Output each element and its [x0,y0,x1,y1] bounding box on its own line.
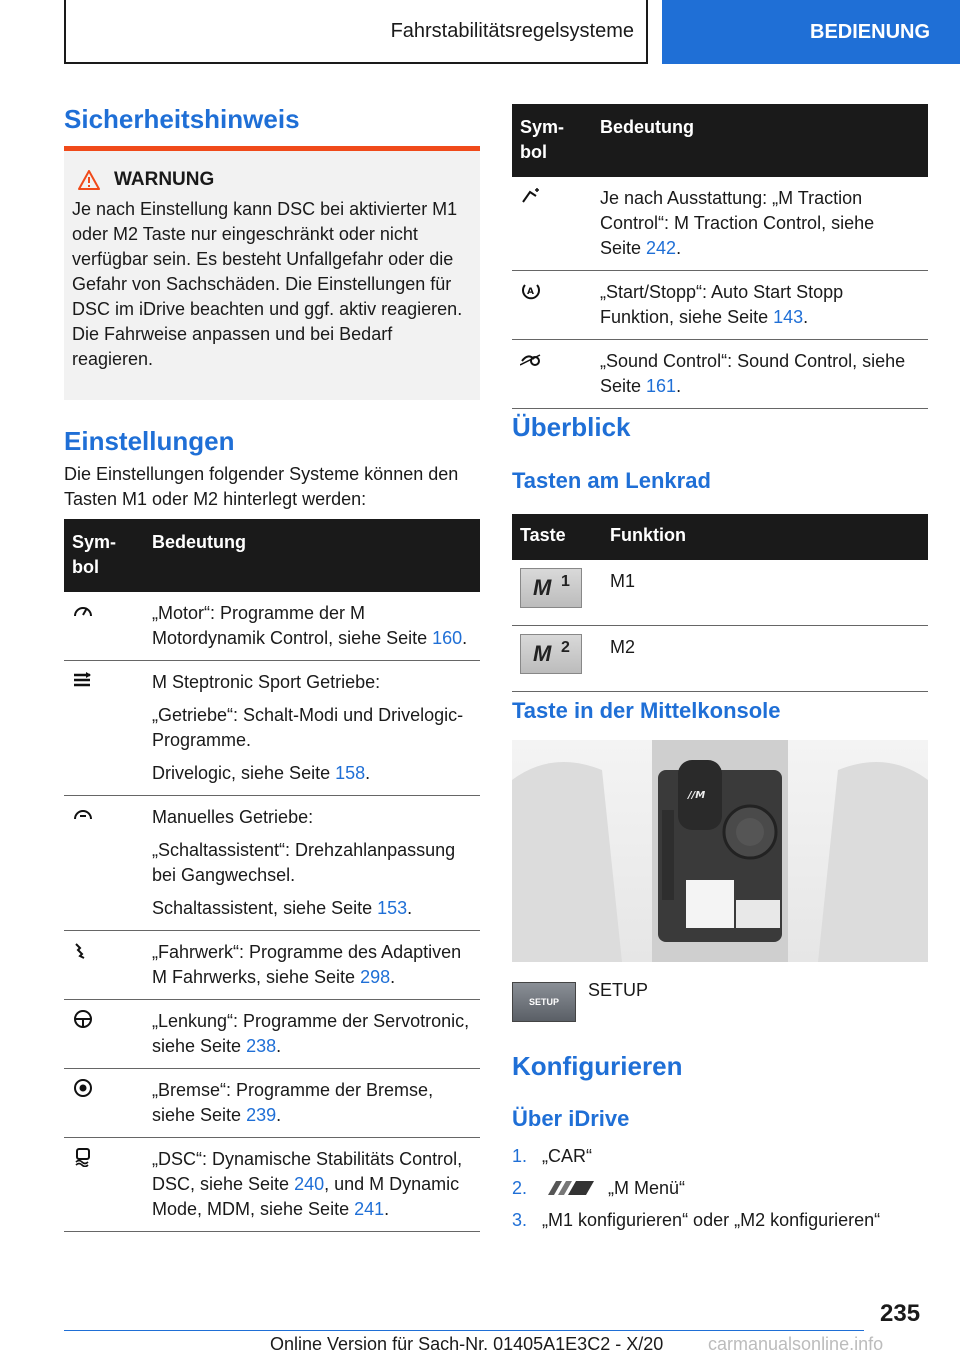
steps-list [512,1140,880,1236]
chapter-tab [662,0,960,64]
page-reference-link[interactable]: 160 [432,628,463,648]
gearbox-icon [72,670,94,690]
center-console-illustration [512,740,928,962]
meaning-text: „Fahrwerk“: Programme des Adaptiven M Fahrwerks, siehe Seite 298. [152,942,462,987]
meaning-text: „Lenkung“: Programme der Servotronic, siehe Seite 238. [152,1011,470,1056]
page-reference-link[interactable]: 143 [773,307,804,327]
page-reference-link[interactable]: 242 [646,238,677,258]
suspension-icon [72,940,94,960]
idrive-heading: Über iDrive [512,1106,630,1131]
table-row [512,177,928,271]
manual-gear-icon [72,805,94,825]
page-reference-link[interactable]: 161 [646,376,677,396]
page-reference-link[interactable]: 158 [335,763,366,783]
step-number: 3. [512,1209,528,1230]
table-row [64,931,480,1000]
col-header-meaning: Bedeutung [144,519,480,592]
steering-wheel-icon [72,1009,94,1029]
meaning-text: M Steptronic Sport Getriebe: [152,672,381,692]
gauge-icon [72,601,94,621]
warning-box [64,146,480,400]
traction-icon [520,186,542,206]
table-row [64,1069,480,1138]
m-menu-logo-icon [544,1179,596,1197]
page-reference-link[interactable]: 153 [377,898,408,918]
meaning-text: Je nach Ausstattung: „M Traction Control“: M Traction Control, siehe Seite 242. [600,188,875,258]
meaning-text: „Motor“: Programme der M Motordynamik Control, siehe Seite 160. [152,603,468,648]
dsc-icon [72,1147,94,1167]
watermark: carmanualsonline.info [708,1334,884,1354]
col-header-function: Funktion [602,514,928,560]
table-row [64,1138,480,1232]
brake-icon [72,1078,94,1098]
m1-button-icon: M 1 [520,568,582,608]
meaning-text: Schaltassistent, siehe Seite 153. [152,898,413,918]
safety-heading: Sicherheitshinweis [64,104,300,134]
page-reference-link[interactable]: 239 [246,1105,277,1125]
section-header [64,0,648,64]
step-number: 1. [512,1145,528,1166]
meaning-text: „Getriebe“: Schalt-Modi und Drivelogic-Programme. [152,705,464,750]
step-text: „M Menü“ [608,1177,686,1198]
start-stop-icon [520,280,542,300]
list-item [512,1172,880,1204]
key-function: M2 [602,626,928,692]
settings-table-continued [512,104,928,409]
col-header-symbol: Sym- bol [64,519,144,592]
meaning-text: „Sound Control“: Sound Control, siehe Seite 161. [600,351,906,396]
meaning-text: „Schaltassistent“: Drehzahlanpassung bei Gangwechsel. [152,840,456,885]
table-row [64,1000,480,1069]
table-row [512,271,928,340]
configure-heading: Konfigurieren [512,1051,683,1081]
warning-title: WARNUNG [114,169,215,190]
table-row [512,340,928,409]
col-header-symbol: Sym- bol [512,104,592,177]
m2-button-icon: M 2 [520,634,582,674]
list-item [512,1204,880,1236]
warning-header [72,169,472,191]
setup-button-icon: SETUP [512,982,576,1022]
meaning-text: „DSC“: Dynamische Stabilitäts Control, DSC, siehe Seite 240, und M Dynamic Mode, MDM, siehe Seite 241. [152,1149,463,1219]
settings-table [64,519,480,1232]
settings-heading: Einstellungen [64,426,235,456]
center-console-image [512,740,928,962]
page-reference-link[interactable]: 238 [246,1036,277,1056]
page-number: 235 [880,1300,921,1327]
meaning-text: Manuelles Getriebe: [152,807,314,827]
meaning-text: „Bremse“: Programme der Bremse, siehe Seite 239. [152,1080,434,1125]
warning-text: Je nach Einstellung kann DSC bei aktivierter M1 oder M2 Taste nur eingeschränkt oder nicht verfügbar sein. Es besteht Unfallgefahr oder die Gefahr von Sachschäden. Die Einstellungen für DSC im iDrive beachten und ggf. aktiv reagieren. Die Fahrweise anpassen und bei Bedarf reagieren. [72,199,463,369]
svg-text:A: A [527,287,534,297]
key-function: M1 [602,560,928,626]
page-reference-link[interactable]: 241 [354,1199,385,1219]
meaning-text: Drivelogic, siehe Seite 158. [152,763,371,783]
step-text: „M1 konfigurieren“ oder „M2 konfigurieren“ [542,1209,881,1230]
step-text: „CAR“ [542,1145,592,1166]
table-row [64,661,480,796]
table-row [64,592,480,661]
footer-divider [64,1330,864,1331]
table-row [512,560,928,626]
list-item [512,1140,880,1172]
page-reference-link[interactable]: 298 [360,967,391,987]
section-title: Fahrstabilitätsregelsysteme [390,19,634,42]
overview-heading: Überblick [512,412,631,442]
table-row [64,796,480,931]
console-key-heading: Taste in der Mittelkonsole [512,698,781,723]
page-reference-link[interactable]: 240 [294,1174,325,1194]
col-header-meaning: Bedeutung [592,104,928,177]
svg-text://M: //M [688,790,706,801]
setup-label: SETUP [588,980,649,1000]
settings-intro: Die Einstellungen folgender Systeme können den Tasten M1 oder M2 hinterlegt werden: [64,464,459,509]
keys-table [512,514,928,692]
chapter-title: BEDIENUNG [810,20,931,43]
sound-icon [520,349,542,369]
col-header-key: Taste [512,514,602,560]
footer-text: Online Version für Sach-Nr. 01405A1E3C2 - X/20 [270,1334,664,1354]
step-number: 2. [512,1177,528,1198]
meaning-text: „Start/Stopp“: Auto Start Stopp Funktion, siehe Seite 143. [600,282,844,327]
table-row [512,626,928,692]
warning-triangle-icon [78,170,100,190]
steering-keys-heading: Tasten am Lenkrad [512,468,711,493]
